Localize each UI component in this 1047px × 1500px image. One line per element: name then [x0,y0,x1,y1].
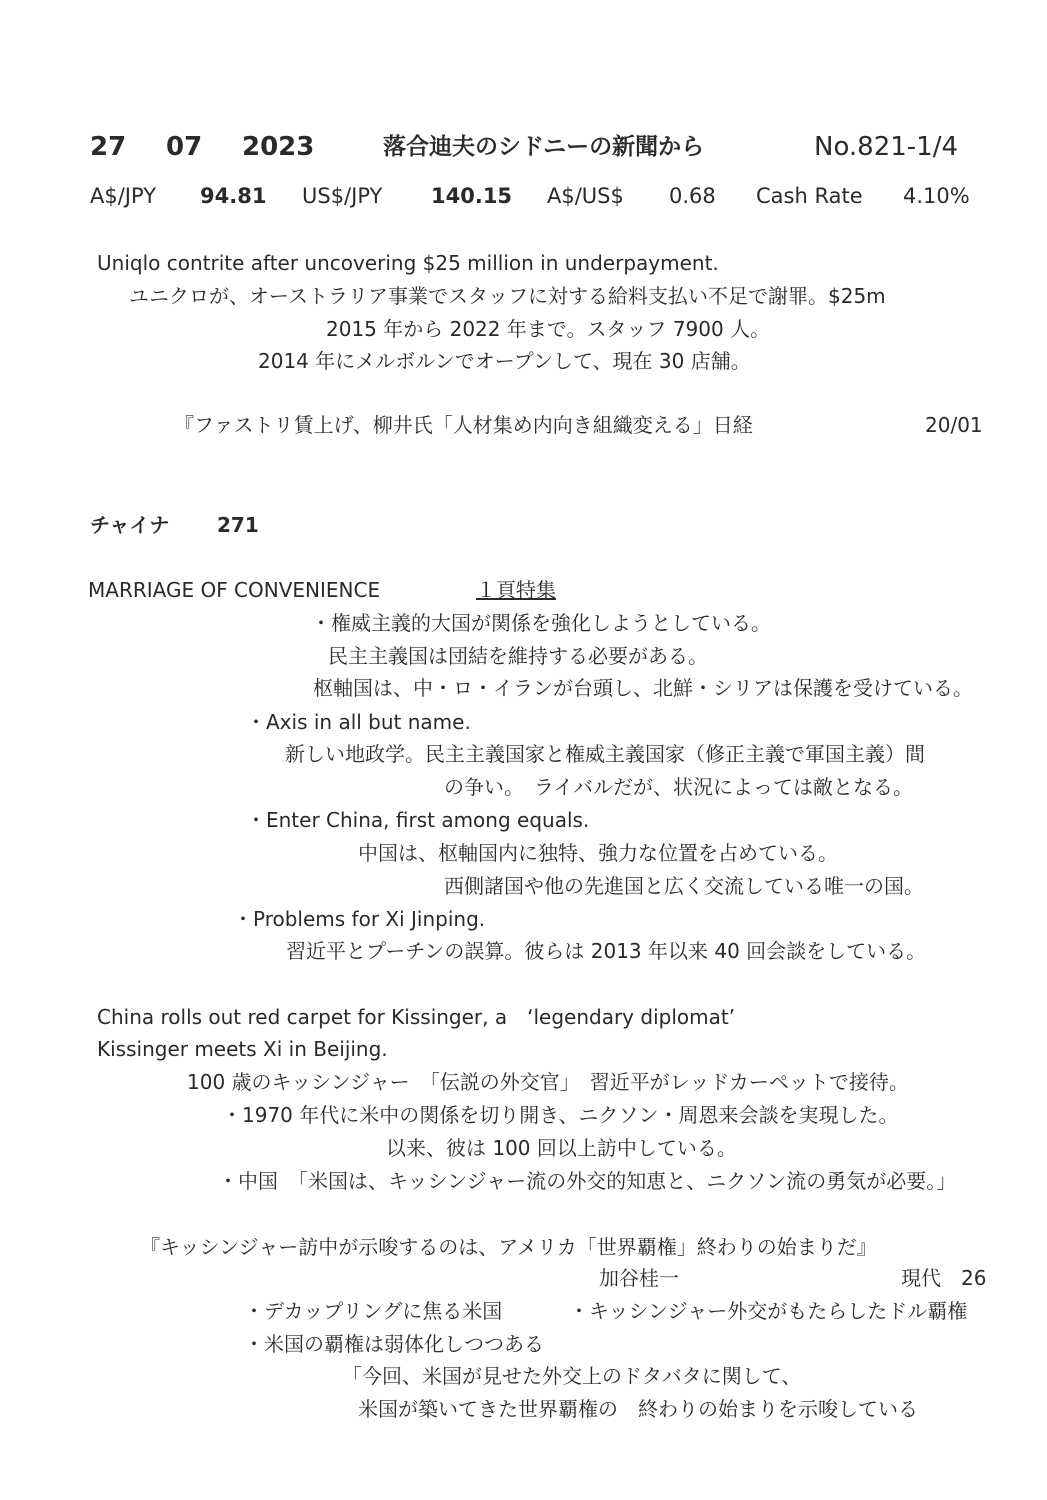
china-section-label: チャイナ [90,513,170,537]
marriage-bullet-xi: ・Problems for Xi Jinping. [233,907,486,931]
marriage-title: MARRIAGE OF CONVENIENCE [88,578,381,602]
china-section-number: 271 [217,513,259,537]
cash-rate-value: 4.10% [903,184,970,208]
gendai-bullet-1: ・デカップリングに焦る米国 [244,1299,503,1323]
gendai-bullet-2: ・キッシンジャー外交がもたらしたドル覇権 [569,1299,968,1323]
uniqlo-line-2: 2015 年から 2022 年まで。スタッフ 7900 人。 [326,317,771,341]
cash-rate-label: Cash Rate [756,184,863,208]
kissinger-line-4: ・中国 「米国は、キッシンジャー流の外交的知恵と、ニクソン流の勇気が必要。」 [218,1169,957,1193]
header-title: 落合迪夫のシドニーの新聞から [383,134,705,160]
marriage-point-3: 枢軸国は、中・ロ・イランが台頭し、北鮮・シリアは保護を受けている。 [313,676,973,700]
marriage-tag: １頁特集 [476,578,556,602]
uniqlo-headline: Uniqlo contrite after uncovering $25 million in underpayment. [97,251,719,275]
marriage-point-1: ・権威主義的大国が関係を強化しようとしている。 [311,611,771,635]
gendai-quote-2: 米国が築いてきた世界覇権の 終わりの始まりを示唆している [358,1397,918,1421]
gendai-quote-1: 「今回、米国が見せた外交上のドタバタに関して、 [342,1364,802,1388]
marriage-bullet-axis: ・Axis in all but name. [246,710,471,734]
marriage-xi-line-1: 習近平とプーチンの誤算。彼らは 2013 年以来 40 回会談をしている。 [286,939,927,963]
marriage-axis-line-1: 新しい地政学。民主主義国家と権威主義国家（修正主義で軍国主義）間 [285,742,925,766]
kissinger-line-2: ・1970 年代に米中の関係を切り開き、ニクソン・周恩来会談を実現した。 [222,1103,899,1127]
header-month: 07 [166,132,203,162]
gendai-title: 『キッシンジャー訪中が示唆するのは、アメリカ「世界覇権」終わりの始まりだ』 [140,1235,877,1259]
uniqlo-reference-date: 20/01 [925,413,983,437]
header-year: 2023 [242,132,315,162]
rate-usd-jpy-label: US$/JPY [302,184,383,208]
marriage-axis-line-2: の争い。 ライバルだが、状況によっては敵となる。 [444,775,913,799]
marriage-point-2: 民主主義国は団結を維持する必要がある。 [328,644,708,668]
uniqlo-line-1: ユニクロが、オーストラリア事業でスタッフに対する給料支払い不足で謝罪。$25m [129,284,886,308]
kissinger-headline-1: China rolls out red carpet for Kissinger, a ‘legendary diplomat’ [97,1005,736,1029]
gendai-source: 現代 26 [901,1266,987,1290]
rate-aud-usd-value: 0.68 [669,184,716,208]
kissinger-line-3: 以来、彼は 100 回以上訪中している。 [386,1136,737,1160]
kissinger-headline-2: Kissinger meets Xi in Beijing. [97,1037,388,1061]
gendai-author: 加谷桂一 [599,1266,679,1290]
marriage-bullet-china: ・Enter China, first among equals. [246,808,590,832]
rate-aud-jpy-value: 94.81 [200,184,267,208]
kissinger-line-1: 100 歳のキッシンジャー 「伝説の外交官」 習近平がレッドカーペットで接待。 [187,1070,909,1094]
rate-usd-jpy-value: 140.15 [431,184,513,208]
uniqlo-reference: 『ファストリ賃上げ、柳井氏「人材集め内向き組織変える」日経 [174,413,753,437]
header-issue: No.821-1/4 [814,132,959,162]
header-day: 27 [90,132,127,162]
rate-aud-usd-label: A$/US$ [547,184,624,208]
uniqlo-line-3: 2014 年にメルボルンでオープンして、現在 30 店舗。 [258,349,751,373]
rate-aud-jpy-label: A$/JPY [90,184,157,208]
gendai-bullet-3: ・米国の覇権は弱体化しつつある [244,1332,544,1356]
marriage-china-line-2: 西側諸国や他の先進国と広く交流している唯一の国。 [444,874,924,898]
marriage-china-line-1: 中国は、枢軸国内に独特、強力な位置を占めている。 [358,841,838,865]
